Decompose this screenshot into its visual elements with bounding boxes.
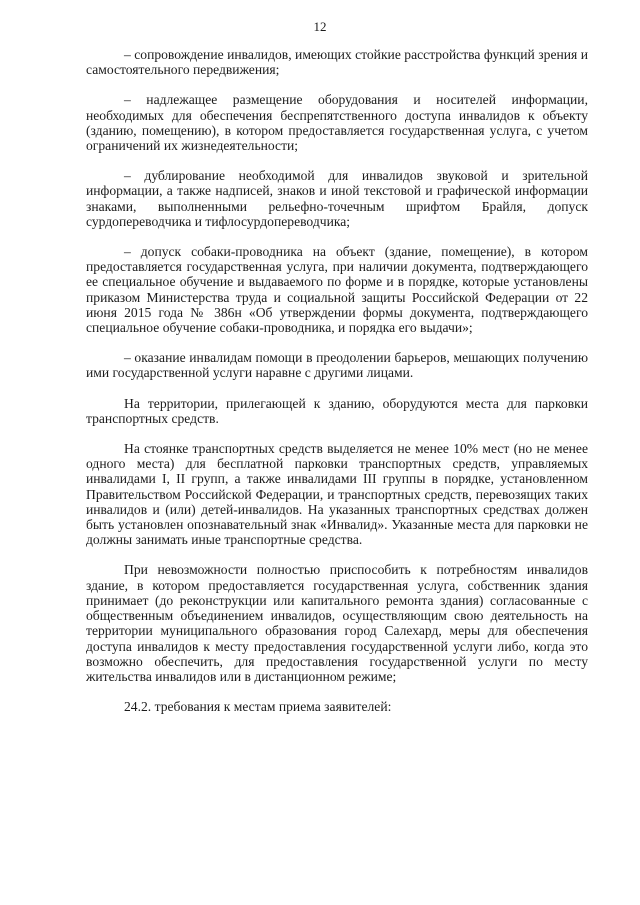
paragraph-equipment-placement: – надлежащее размещение оборудования и носителей информации, необходимых для обеспечения беспрепятственного доступа инвалидов к объекту (зданию, помещению), в котором предоставляется государственная услуга, с учетом ограничений их жизнедеятельности;	[86, 92, 588, 154]
paragraph-building-adaptation: При невозможности полностью приспособить к потребностям инвалидов здание, в котором предоставляется государственная услуга, собственник здания принимает (до реконструкции или капитального ремонта здания) согласованные с общественным объединением инвалидов, осуществляющим свою деятельность на территории муниципального образования город Салехард, меры для обеспечения доступа инвалидов к месту предоставления государственной услуги либо, когда это возможно обеспечить, для предоставления государственной услуги по месту жительства инвалидов или в дистанционном режиме;	[86, 562, 588, 684]
paragraph-parking-allocation: На стоянке транспортных средств выделяется не менее 10% мест (но не менее одного места) для бесплатной парковки транспортных средств, управляемых инвалидами I, II групп, а также инвалидами III группы в порядке, установленном Правительством Российской Федерации, и транспортных средств, перевозящих таких инвалидов и (или) детей-инвалидов. На указанных транспортных средствах должен быть установлен опознавательный знак «Инвалид». Указанные места для парковки не должны занимать иные транспортные средства.	[86, 441, 588, 548]
paragraph-duplicate-information-braille: – дублирование необходимой для инвалидов звуковой и зрительной информации, а также надписей, знаков и иной текстовой и графической информации знаками, выполненными рельефно-точечным шрифтом Брайля, допуск сурдопереводчика и тифлосурдопереводчика;	[86, 168, 588, 229]
paragraph-reception-requirements-heading: 24.2. требования к местам приема заявителей:	[124, 699, 392, 715]
document-body	[86, 47, 588, 729]
paragraph-support-visually-impaired: – сопровождение инвалидов, имеющих стойкие расстройства функций зрения и самостоятельного передвижения;	[86, 47, 588, 78]
page-number: 12	[313, 19, 327, 34]
paragraph-parking-territory: На территории, прилегающей к зданию, оборудуются места для парковки транспортных средств.	[86, 395, 588, 426]
paragraph-barrier-assistance: – оказание инвалидам помощи в преодолении барьеров, мешающих получению ими государственной услуги наравне с другими лицами.	[86, 350, 588, 381]
paragraph-guide-dog-admission: – допуск собаки-проводника на объект (здание, помещение), в котором предоставляется государственная услуга, при наличии документа, подтверждающего ее специальное обучение и выдаваемого по форме и в порядке, которые установлены приказом Министерства труда и социальной защиты Российской Федерации от 22 июня 2015 года № 386н «Об утверждении формы документа, подтверждающего специальное обучение собаки-проводника, и порядка его выдачи»;	[86, 244, 588, 336]
